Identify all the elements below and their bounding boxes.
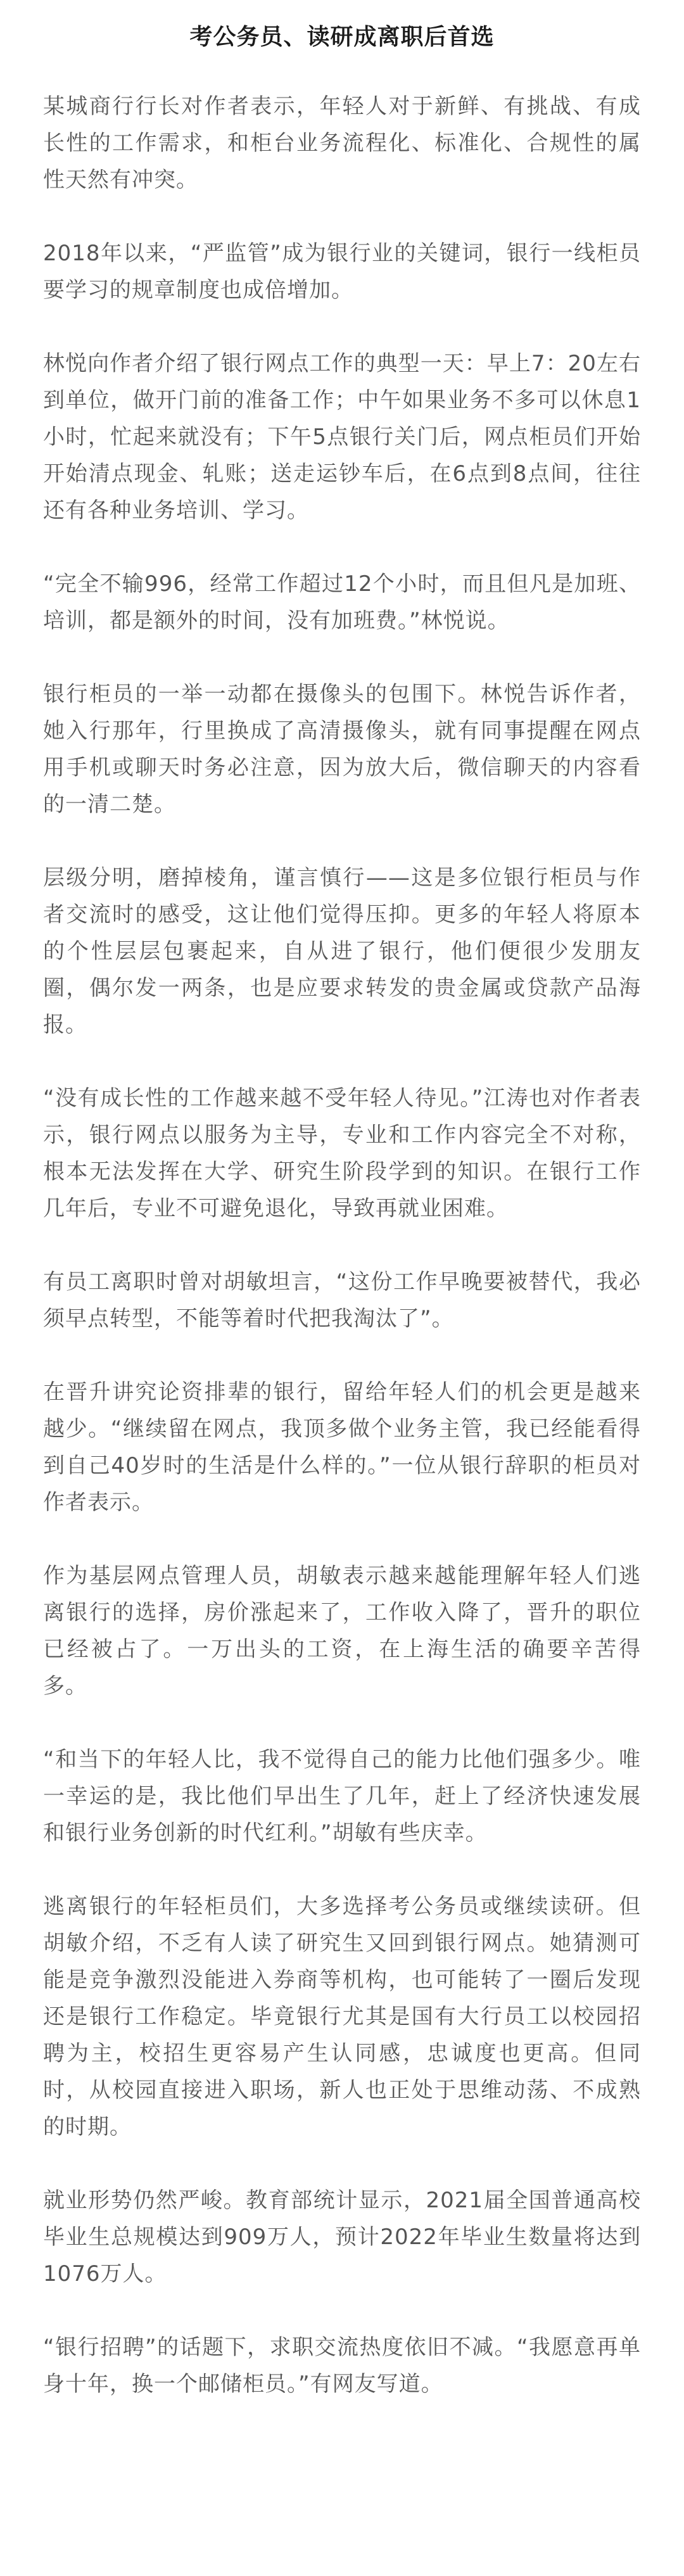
article-paragraph: 逃离银行的年轻柜员们，大多选择考公务员或继续读研。但胡敏介绍，不乏有人读了研究生又回到银行网点。她猜测可能是竞争激烈没能进入券商等机构，也可能转了一圈后发现还是银行工作稳定。毕竟银行尤其是国有大行员工以校园招聘为主，校招生更容易产生认同感，忠诚度也更高。但同时，从校园直接进入职场，新人也正处于思维动荡、不成熟的时期。 [43,1894,641,2140]
article-paragraph: 有员工离职时曾对胡敏坦言，“这份工作早晚要被替代，我必须早点转型，不能等着时代把我淘汰了”。 [43,1269,641,1331]
article-paragraph: 层级分明，磨掉棱角，谨言慎行——这是多位银行柜员与作者交流时的感受，这让他们觉得压抑。更多的年轻人将原本的个性层层包裹起来，自从进了银行，他们便很少发朋友圈，偶尔发一两条，也是应要求转发的贵金属或贷款产品海报。 [43,865,641,1037]
article-paragraph: 就业形势仍然严峻。教育部统计显示，2021届全国普通高校毕业生总规模达到909万人，预计2022年毕业生数量将达到1076万人。 [43,2188,641,2287]
article-paragraph: 在晋升讲究论资排辈的银行，留给年轻人们的机会更是越来越少。“继续留在网点，我顶多做个业务主管，我已经能看得到自己40岁时的生活是什么样的。”一位从银行辞职的柜员对作者表示。 [43,1380,641,1515]
article-paragraph: “没有成长性的工作越来越不受年轻人待见。”江涛也对作者表示，银行网点以服务为主导，专业和工作内容完全不对称，根本无法发挥在大学、研究生阶段学到的知识。在银行工作几年后，专业不可避免退化，导致再就业困难。 [43,1086,641,1221]
article-title: 考公务员、读研成离职后首选 [189,24,495,50]
article-paragraph: 2018年以来，“严监管”成为银行业的关键词，银行一线柜员要学习的规章制度也成倍增加。 [43,241,641,303]
article-paragraph: 作为基层网点管理人员，胡敏表示越来越能理解年轻人们逃离银行的选择，房价涨起来了，工作收入降了，晋升的职位已经被占了。一万出头的工资，在上海生活的确要辛苦得多。 [43,1563,641,1699]
article-paragraph: 林悦向作者介绍了银行网点工作的典型一天：早上7：20左右到单位，做开门前的准备工作；中午如果业务不多可以休息1小时，忙起来就没有；下午5点银行关门后，网点柜员们开始开始清点现金、轧账；送走运钞车后，在6点到8点间，往往还有各种业务培训、学习。 [43,351,641,523]
article-paragraph: 某城商行行长对作者表示，年轻人对于新鲜、有挑战、有成长性的工作需求，和柜台业务流程化、标准化、合规性的属性天然有冲突。 [43,94,641,193]
article-paragraph: “银行招聘”的话题下，求职交流热度依旧不减。“我愿意再单身十年，换一个邮储柜员。”有网友写道。 [43,2335,641,2397]
article-paragraph: “完全不输996，经常工作超过12个小时，而且但凡是加班、培训，都是额外的时间，没有加班费。”林悦说。 [43,571,641,633]
article-paragraph: “和当下的年轻人比，我不觉得自己的能力比他们强多少。唯一幸运的是，我比他们早出生了几年，赶上了经济快速发展和银行业务创新的时代红利。”胡敏有些庆幸。 [43,1747,641,1846]
article-paragraph: 银行柜员的一举一动都在摄像头的包围下。林悦告诉作者，她入行那年，行里换成了高清摄像头，就有同事提醒在网点用手机或聊天时务必注意，因为放大后，微信聊天的内容看的一清二楚。 [43,682,641,817]
